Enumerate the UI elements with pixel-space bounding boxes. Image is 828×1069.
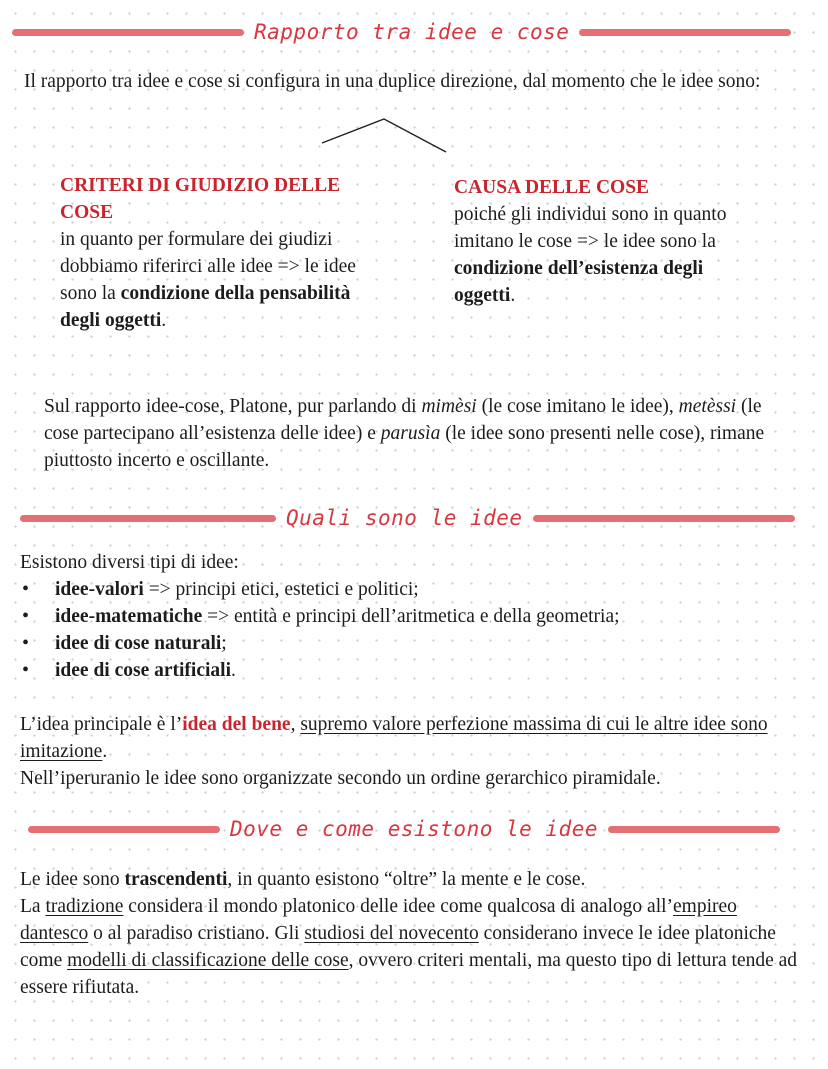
list-item: • idee di cose artificiali. <box>20 657 810 684</box>
heading-bar-right <box>579 29 791 36</box>
platone-paragraph: Sul rapporto idee-cose, Platone, pur parlando di mimèsi (le cose imitano le idee), metèssi (le cose partecipano all’esistenza delle idee) e parusìa (le idee sono presenti nelle cose), rimane piuttosto incerto e oscillante. <box>44 396 765 471</box>
intro-paragraph: Il rapporto tra idee e cose si configura in una duplice direzione, dal momento che le idee sono: <box>24 71 761 92</box>
heading-bar-left <box>12 29 244 36</box>
trascendenti-paragraph: Le idee sono trascendenti, in quanto esistono “oltre” la mente e le cose. La tradizione considera il mondo platonico delle idee come qualcosa di analogo all’empireo dantesco o al paradiso cristiano. Gli studiosi del novecento considerano invece le idee platoniche come modelli di classificazione delle cose, ovvero criteri mentali, ma questo tipo di lettura tende ad essere rifiutata. <box>20 869 798 998</box>
types-block <box>20 549 810 684</box>
types-list <box>20 576 810 684</box>
section-heading-3 <box>0 817 828 841</box>
heading-bar-left <box>20 515 276 522</box>
heading-bar-right <box>608 826 780 833</box>
iperuranio-paragraph: Nell’iperuranio le idee sono organizzate secondo un ordine gerarchico piramidale. <box>20 768 661 789</box>
branch-lines <box>322 119 446 152</box>
list-item: • idee-matematiche => entità e principi dell’aritmetica e della geometria; <box>20 603 810 630</box>
section-title: Dove e come esistono le idee <box>230 817 599 841</box>
section-title: Quali sono le idee <box>286 506 523 530</box>
section-heading-1 <box>0 20 828 44</box>
list-item: • idee-valori => principi etici, estetici e politici; <box>20 576 810 603</box>
left-branch: CRITERI DI GIUDIZIO DELLE COSE in quanto per formulare dei giudizi dobbiamo riferirci alle idee => le idee sono la condizione della pensabilità degli oggetti. <box>60 172 360 334</box>
right-branch: CAUSA DELLE COSE poiché gli individui sono in quanto imitano le cose => le idee sono la condizione dell’esistenza degli oggetti. <box>454 174 754 309</box>
bene-paragraph: L’idea principale è l’idea del bene, supremo valore perfezione massima di cui le altre idee sono imitazione. <box>20 714 768 762</box>
left-branch-heading: CRITERI DI GIUDIZIO DELLE COSE <box>60 175 341 223</box>
idea-del-bene: idea del bene <box>182 714 291 735</box>
section-title: Rapporto tra idee e cose <box>254 20 570 44</box>
list-item: • idee di cose naturali; <box>20 630 810 657</box>
types-intro: Esistono diversi tipi di idee: <box>20 552 239 573</box>
heading-bar-left <box>28 826 220 833</box>
section-heading-2 <box>0 506 828 530</box>
heading-bar-right <box>533 515 795 522</box>
right-branch-heading: CAUSA DELLE COSE <box>454 177 650 198</box>
